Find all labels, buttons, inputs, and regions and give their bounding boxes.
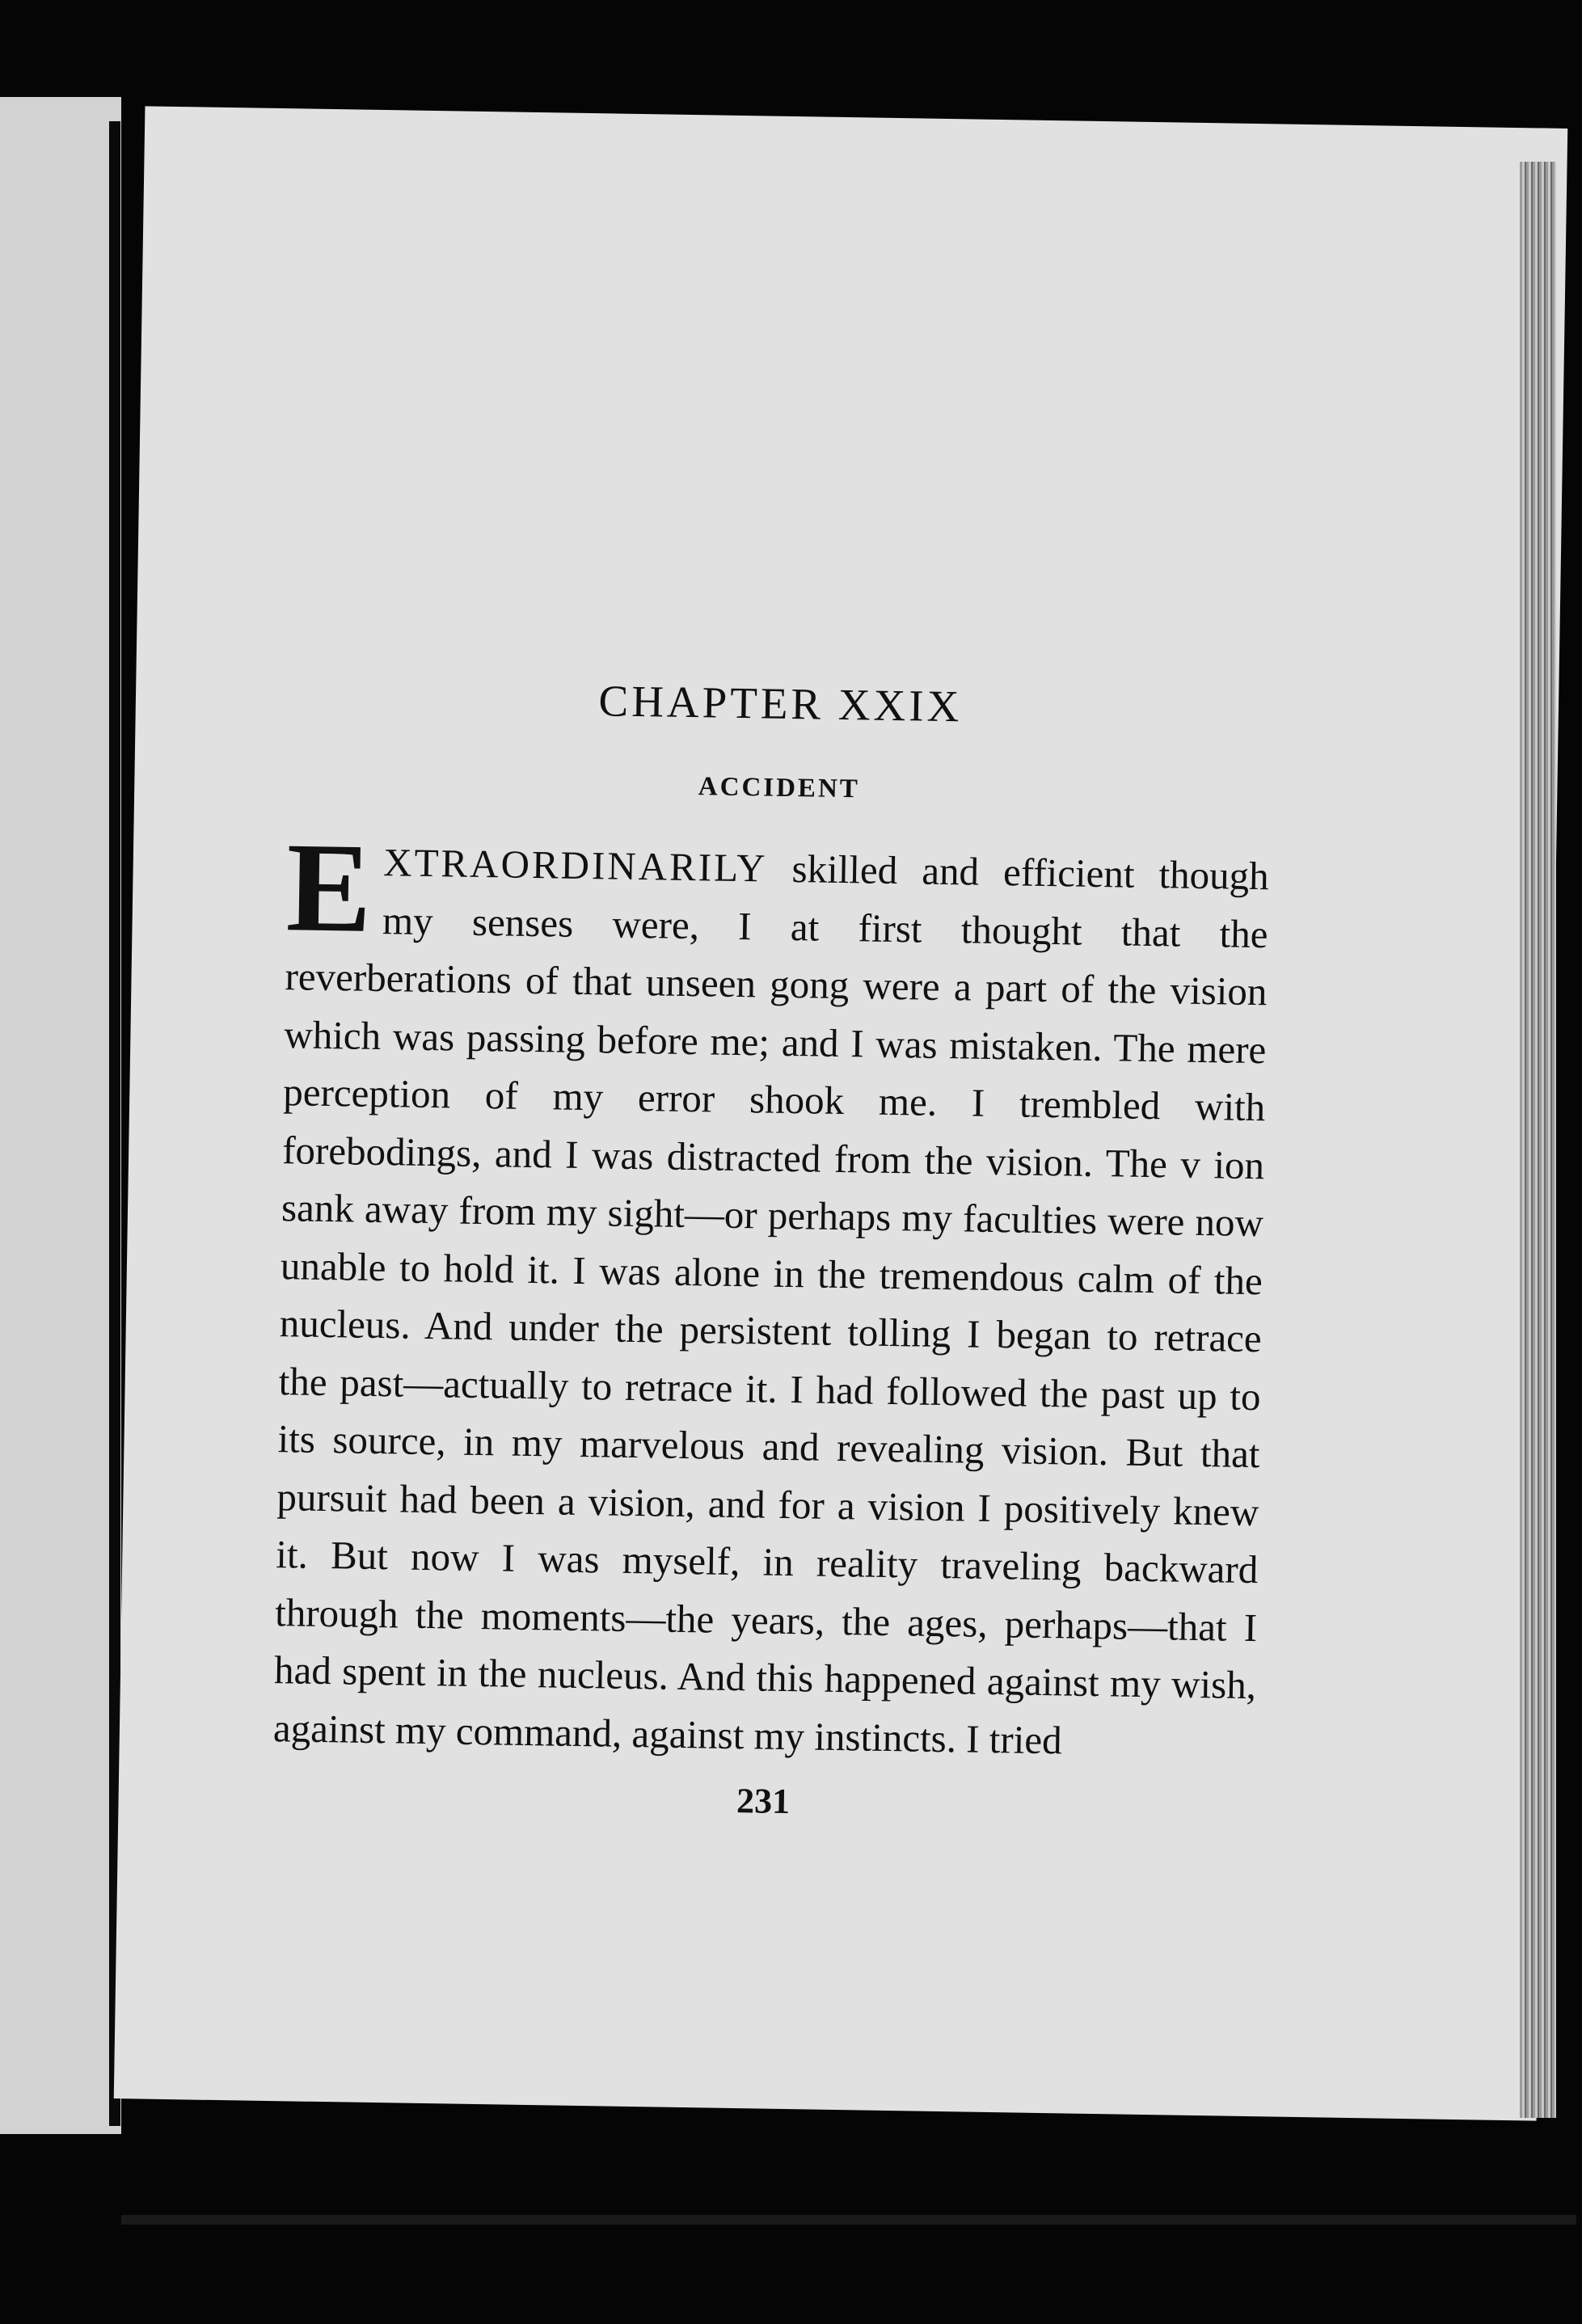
page-stack-edge [1520,162,1556,2118]
chapter-subtitle: ACCIDENT [698,772,861,804]
text-block [272,670,1272,1829]
facing-page [0,97,121,2134]
bottom-edge [121,2215,1576,2225]
lead-caps: XTRAORDINARILY [382,840,768,891]
body-text: skilled and efficient though my senses were, I at first thought that the reverberations of that unseen gong were a part of the vision which was passing before me; and I was mistaken. The mere perception of my error shook me. I trembled with forebodings, and I was distracted from the vision. The v ion sank away from my sight—or perhaps my faculties were now unable to hold it. I was alone in the tremendous calm of the nucleus. And under the persistent tolling I began to retrace the past—actually to retrace it. I had followed the past up to its source, in my marvelous and revealing vision. But that pursuit had been a vision, and for a vision I positively knew it. But now I was myself, in reality traveling backward through the moments—the years, the ages, perhaps—that I had spent in the nucleus. And this happened against my wish, against my command, against my instincts. I tried [272,846,1270,1762]
drop-cap: E [285,816,373,960]
book-page [114,106,1568,2120]
body-paragraph [272,816,1270,1772]
page-number: 231 [736,1781,791,1822]
chapter-title: CHAPTER XXIX [598,676,963,732]
